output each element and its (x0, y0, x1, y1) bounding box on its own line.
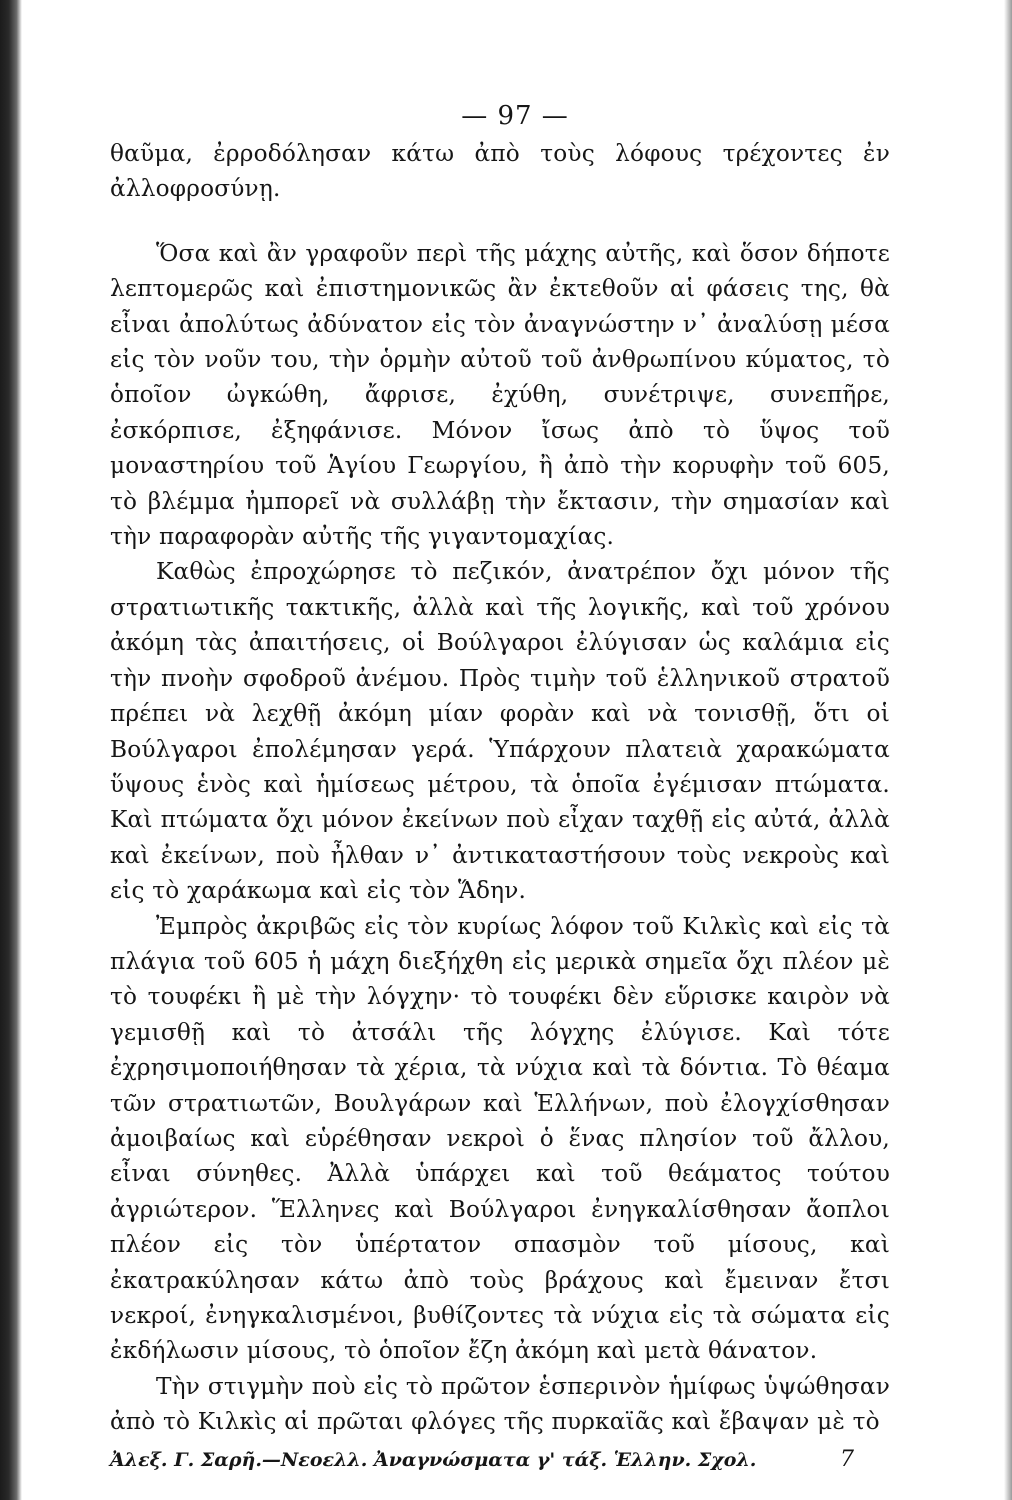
paragraph-1: θαῦμα, ἐρροδόλησαν κάτω ἀπὸ τοὺς λόφους τρέχοντες ἐν ἀλλοφροσύνῃ. (110, 140, 890, 203)
document-page (110, 96, 890, 1475)
footer-citation: Ἀλεξ. Γ. Σαρῆ.—Νεοελλ. Ἀναγνώσματα γ' τάξ. Ἑλλην. Σχολ. (110, 1448, 757, 1471)
page-number: — 97 — (461, 101, 569, 131)
page-footer (110, 1445, 890, 1475)
paragraph-5: Τὴν στιγμὴν ποὺ εἰς τὸ πρῶτον ἑσπερινὸν ἡμίφως ὑψώθησαν ἀπὸ τὸ Κιλκὶς αἱ πρῶται φλόγες τῆς πυρκαϊᾶς καὶ ἔβαψαν μὲ τὸ (110, 1372, 890, 1436)
paragraph-3: Καθὼς ἐπροχώρησε τὸ πεζικόν, ἀνατρέπον ὄχι μόνον τῆς στρατιωτικῆς τακτικῆς, ἀλλὰ καὶ τῆς λογικῆς, καὶ τοῦ χρόνου ἀκόμη τὰς ἀπαιτήσεις, οἱ Βούλγαροι ἐλύγισαν ὡς καλάμια εἰς τὴν πνοὴν σφοδροῦ ἀνέμου. Πρὸς τιμὴν τοῦ ἑλληνικοῦ στρατοῦ πρέπει νὰ λεχθῇ ἀκόμη μίαν φορὰν καὶ νὰ τονισθῇ, ὅτι οἱ Βούλγαροι ἐπολέμησαν γερά. Ὑπάρχουν πλατειὰ χαρακώματα ὕψους ἑνὸς καὶ ἡμίσεως μέτρου, τὰ ὁποῖα ἐγέμισαν πτώματα. Καὶ πτώματα ὄχι μόνον ἐκείνων ποὺ εἶχαν ταχθῇ εἰς αὐτά, ἀλλὰ καὶ ἐκείνων, ποὺ ἦλθαν ν᾽ ἀντικαταστήσουν τοὺς νεκροὺς καὶ εἰς τὸ χαράκωμα καὶ εἰς τὸν Ἅδην. (110, 558, 890, 905)
scan-edge-right (1004, 0, 1012, 1500)
paragraph-4: Ἐμπρὸς ἀκριβῶς εἰς τὸν κυρίως λόφον τοῦ Κιλκὶς καὶ εἰς τὰ πλάγια τοῦ 605 ἡ μάχη διεξήχθη εἰς μερικὰ σημεῖα ὄχι πλέον μὲ τὸ τουφέκι ἢ μὲ τὴν λόγχην· τὸ τουφέκι δὲν εὕρισκε καιρὸν νὰ γεμισθῇ καὶ τὸ ἀτσάλι τῆς λόγχης ἐλύγισε. Καὶ τότε ἐχρησιμοποιήθησαν τὰ χέρια, τὰ νύχια καὶ τὰ δόντια. Τὸ θέαμα τῶν στρατιωτῶν, Βουλγάρων καὶ Ἑλλήνων, ποὺ ἐλογχίσθησαν ἀμοιβαίως καὶ εὑρέθησαν νεκροὶ ὁ ἕνας πλησίον τοῦ ἄλλου, εἶναι σύνηθες. Ἀλλὰ ὑπάρχει καὶ τοῦ θεάματος τούτου ἀγριώτερον. Ἕλληνες καὶ Βούλγαροι ἐνηγκαλίσθησαν ἄοπλοι πλέον εἰς τὸν ὑπέρτατον σπασμὸν τοῦ μίσους, καὶ ἐκατρακύλησαν κάτω ἀπὸ τοὺς βράχους καὶ ἔμειναν ἔτσι νεκροί, ἐνηγκαλισμένοι, βυθίζοντες τὰ νύχια εἰς τὰ σώματα εἰς ἐκδήλωσιν μίσους, τὸ ὁποῖον ἔζη ἀκόμη καὶ μετὰ θάνατον. (110, 912, 890, 1365)
footer-signature-mark: 7 (840, 1446, 854, 1472)
paragraph-2: Ὅσα καὶ ἂν γραφοῦν περὶ τῆς μάχης αὐτῆς, καὶ ὅσον δήποτε λεπτομερῶς καὶ ἐπιστημονικῶς ἂν ἐκτεθοῦν αἱ φάσεις της, θὰ εἶναι ἀπολύτως ἀδύνατον εἰς τὸν ἀναγνώστην ν᾽ ἀναλύσῃ μέσα εἰς τὸν νοῦν του, τὴν ὁρμὴν αὐτοῦ τοῦ ἀνθρωπίνου κύματος, τὸ ὁποῖον ὠγκώθη, ἄφρισε, ἐχύθη, συνέτριψε, συνεπῆρε, ἐσκόρπισε, ἐξηφάνισε. Μόνον ἴσως ἀπὸ τὸ ὕψος τοῦ μοναστηρίου τοῦ Ἁγίου Γεωργίου, ἢ ἀπὸ τὴν κορυφὴν τοῦ 605, τὸ βλέμμα ἠμπορεῖ νὰ συλλάβῃ τὴν ἔκτασιν, τὴν σημασίαν καὶ τὴν παραφορὰν αὐτῆς τῆς γιγαντομαχίας. (110, 239, 890, 551)
body-text (110, 136, 890, 1440)
scan-edge-left (0, 0, 22, 1500)
